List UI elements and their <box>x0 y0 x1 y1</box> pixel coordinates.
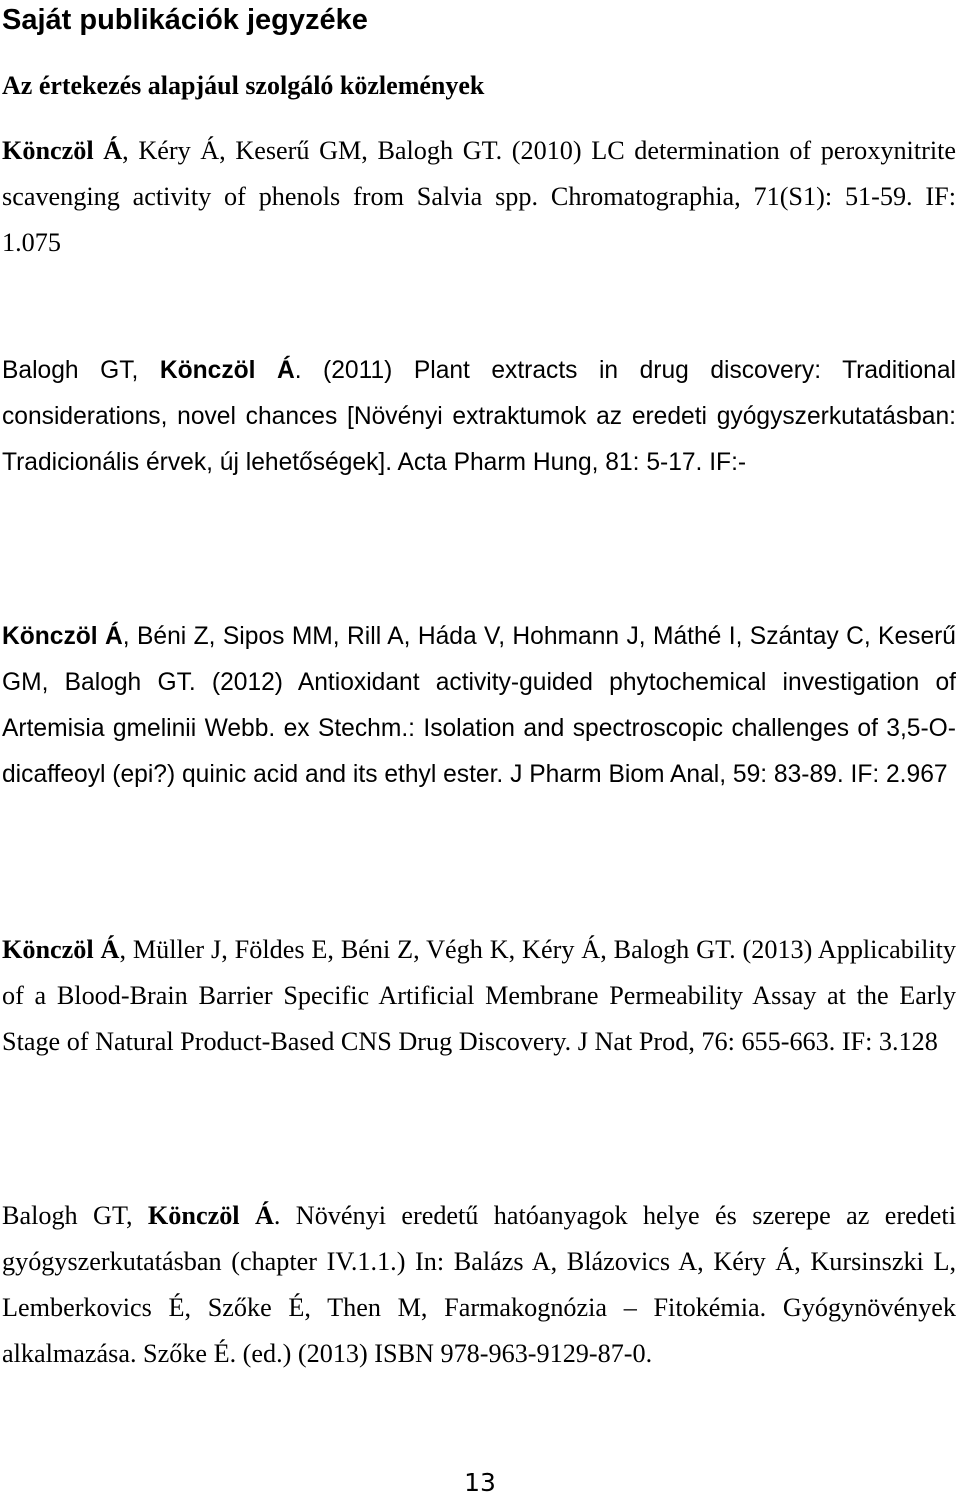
publication-entry-2 <box>2 348 956 486</box>
citation-authors-prefix: Balogh GT, <box>2 1201 148 1230</box>
author-highlight: Könczöl Á <box>147 1201 274 1230</box>
publication-entry-4 <box>2 927 956 1065</box>
publication-entry-5 <box>2 1193 956 1377</box>
citation-text: , Müller J, Földes E, Béni Z, Végh K, Kéry Á, Balogh GT. (2013) Applicability of a Blood-Brain Barrier Specific Artificial Membrane Permeability Assay at the Early Stage of Natural Product-Based CNS Drug Discovery. J Nat Prod, 76: 655-663. IF: 3.128 <box>2 935 956 1056</box>
page-number: 13 <box>464 1468 496 1497</box>
citation-text: . Növényi eredetű hatóanyagok helye és szerepe az eredeti gyógyszerkutatásban (chapter IV.1.1.) In: Balázs A, Blázovics A, Kéry Á, Kursinszki L, Lemberkovics É, Szőke É, Then M, Farmakognózia – Fitokémia. Gyógynövények alkalmazása. Szőke É. (ed.) (2013) ISBN 978-963-9129-87-0. <box>2 1201 956 1368</box>
publication-entry-3 <box>2 614 956 798</box>
author-highlight: Könczöl Á <box>2 623 123 650</box>
section-heading: Az értekezés alapjául szolgáló közlemények <box>2 71 485 100</box>
citation-authors-prefix: Balogh GT, <box>2 357 160 384</box>
author-highlight: Könczöl Á <box>2 935 120 964</box>
author-highlight: Könczöl Á <box>2 136 123 165</box>
publication-entry-1 <box>2 128 956 266</box>
citation-text: , Kéry Á, Keserű GM, Balogh GT. (2010) LC determination of peroxynitrite scavenging activity of phenols from Salvia spp. Chromatographia, 71(S1): 51-59. IF: 1.075 <box>2 136 957 257</box>
page-title: Saját publikációk jegyzéke <box>2 4 368 36</box>
citation-text: . (2011) Plant extracts in drug discovery: Traditional considerations, novel chances [Növényi extraktumok az eredeti gyógyszerkutatásban: Tradicionális érvek, új lehetőségek]. Acta Pharm Hung, 81: 5-17. IF:- <box>2 357 956 476</box>
citation-text: , Béni Z, Sipos MM, Rill A, Háda V, Hohmann J, Máthé I, Szántay C, Keserű GM, Balogh GT. (2012) Antioxidant activity-guided phytochemical investigation of Artemisia gmelinii Webb. ex Stechm.: Isolation and spectroscopic challenges of 3,5-O-dicaffeoyl (epi?) quinic acid and its ethyl ester. J Pharm Biom Anal, 59: 83-89. IF: 2.967 <box>2 623 956 788</box>
author-highlight: Könczöl Á <box>159 357 295 384</box>
